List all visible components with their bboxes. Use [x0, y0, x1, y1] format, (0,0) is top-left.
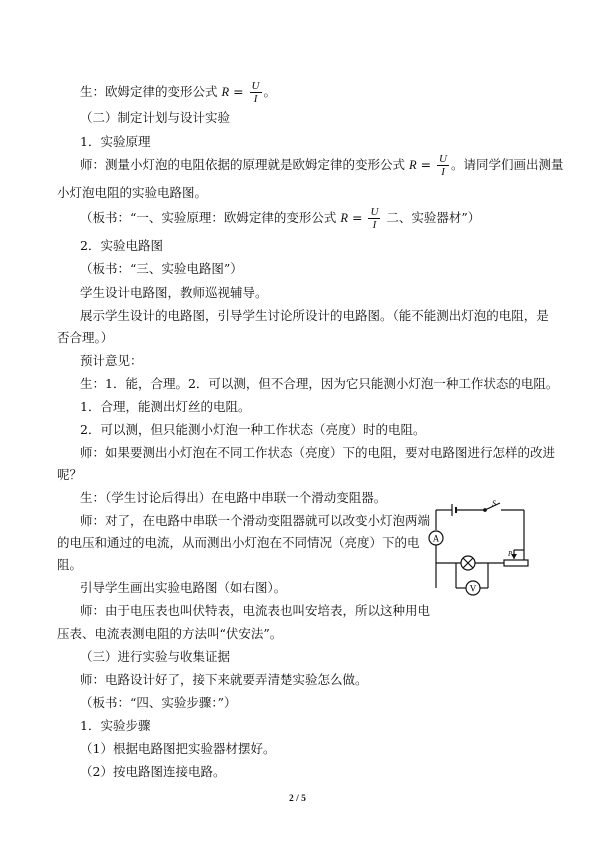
- line-board-principle: [80, 206, 480, 231]
- line-teacher-question-cont: 呢？: [57, 467, 83, 482]
- formula-eq: =: [229, 84, 248, 99]
- line-teacher-principle-cont: 小灯泡电阻的实验电路图。: [57, 185, 208, 200]
- line-students-design: 学生设计电路图，教师巡视辅导。: [80, 285, 268, 300]
- section-heading-plan: （二）制定计划与设计实验: [80, 110, 231, 125]
- line-student-formula: [80, 80, 276, 105]
- line-student-answer: 生：1．能，合理。2．可以测，但不合理，因为它只能测小灯泡一种工作状态的电阻。: [80, 376, 559, 391]
- text-pre: 生：欧姆定律的变形公式: [80, 84, 222, 99]
- step-2: （2）按电路图连接电路。: [80, 764, 226, 779]
- line-teacher-volt-ampere-cont: 压表、电流表测电阻的方法叫“伏安法”。: [57, 626, 283, 641]
- formula-r: R: [340, 211, 349, 225]
- line-teacher-volt-ampere: 师：由于电压表也叫伏特表，电流表也叫安培表，所以这种用电: [80, 603, 431, 618]
- line-teacher-principle: [80, 153, 564, 178]
- text-post: 二、实验器材”）: [382, 210, 481, 225]
- text-pre: 师：测量小灯泡的电阻依据的原理就是欧姆定律的变形公式: [80, 157, 409, 172]
- line-student-conclusion: 生：（学生讨论后得出）在电路中串联一个滑动变阻器。: [80, 490, 387, 505]
- frac-numerator: U: [251, 80, 260, 92]
- formula-eq: =: [416, 157, 436, 172]
- line-teacher-rheostat-cont2: 阻。: [57, 557, 83, 572]
- line-teacher-rheostat: 师：对了，在电路中串联一个滑动变阻器就可以改变小灯泡两端: [80, 513, 431, 528]
- frac-numerator: U: [439, 153, 447, 165]
- frac-denominator: I: [368, 218, 380, 231]
- fraction-u-over-i: [437, 153, 449, 178]
- line-teacher-question: 师：如果要测出小灯泡在不同工作状态（亮度）下的电阻，要对电路图进行怎样的改进: [80, 445, 556, 460]
- fraction-u-over-i: [250, 80, 262, 105]
- frac-denominator: I: [250, 92, 262, 105]
- text-post: 。请同学们画出测量: [451, 157, 564, 172]
- circuit-diagram: [428, 498, 538, 598]
- line-board-circuit: （板书：“三、实验电路图”）: [80, 261, 243, 276]
- line-answer-2: 2．可以测，但只能测小灯泡一种工作状态（亮度）时的电阻。: [80, 422, 426, 437]
- text-post: 。: [263, 84, 277, 99]
- frac-denominator: I: [437, 165, 449, 178]
- page-number: 2 / 5: [289, 794, 306, 804]
- frac-numerator: U: [370, 206, 379, 218]
- line-show-design-cont: 否合理。）: [57, 330, 114, 345]
- ammeter-label: A: [432, 533, 440, 544]
- formula-r: R: [408, 158, 417, 172]
- line-board-steps: （板书：“四、实验步骤：”）: [80, 695, 237, 710]
- formula-eq: =: [348, 210, 367, 225]
- line-guide-drawing: 引导学生画出实验电路图（如右图）。: [80, 580, 287, 595]
- line-expected-opinions: 预计意见：: [80, 353, 143, 368]
- slider-label: P: [508, 550, 513, 558]
- sub-heading-steps: 1．实验步骤: [80, 718, 151, 733]
- rheostat-body: [504, 560, 528, 566]
- voltmeter-label: V: [469, 583, 477, 594]
- line-teacher-rheostat-cont1: 的电压和通过的电流，从而测出小灯泡在不同情况（亮度）下的电: [57, 535, 420, 550]
- section-heading-experiment: （三）进行实验与收集证据: [80, 649, 231, 664]
- step-1: （1）根据电路图把实验器材摆好。: [80, 741, 276, 756]
- line-teacher-next: 师：电路设计好了，接下来就要弄清楚实验怎么做。: [80, 672, 368, 687]
- fraction-u-over-i: [368, 206, 380, 231]
- sub-heading-principle: 1．实验原理: [80, 134, 151, 149]
- formula-r: R: [221, 85, 230, 99]
- line-show-design: 展示学生设计的电路图，引导学生讨论所设计的电路图。（能不能测出灯泡的电阻，是: [80, 308, 549, 323]
- switch-label: S: [492, 499, 496, 508]
- sub-heading-circuit: 2．实验电路图: [80, 238, 163, 253]
- text-pre: （板书：“一、实验原理：欧姆定律的变形公式: [80, 210, 341, 225]
- line-answer-1: 1．合理，能测出灯丝的电阻。: [80, 399, 251, 414]
